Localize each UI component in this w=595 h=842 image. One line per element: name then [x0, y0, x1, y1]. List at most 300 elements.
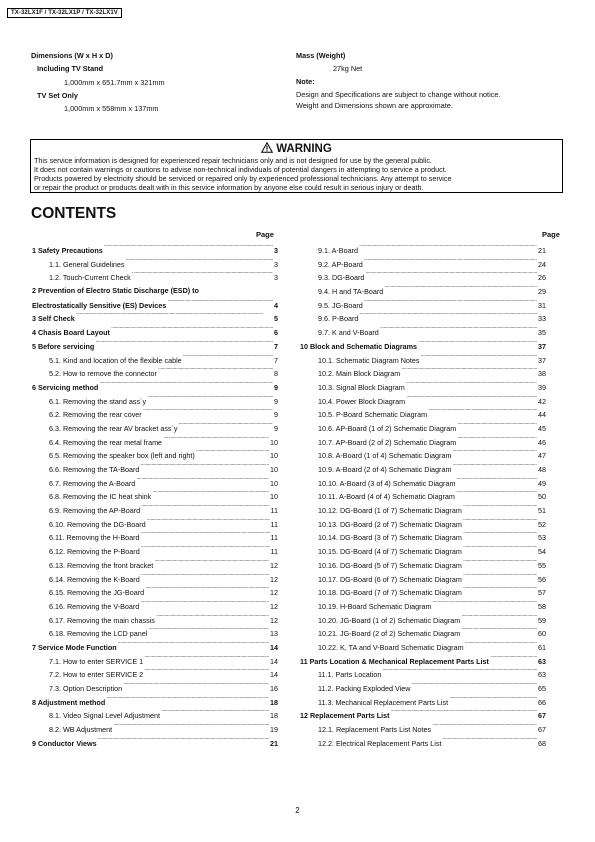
toc-entry-page: 18 — [270, 697, 278, 707]
toc-entry-title: 9 Conductor Views — [32, 738, 97, 748]
warning-triangle-icon — [261, 142, 273, 153]
toc-entry-page: 11 — [270, 533, 278, 543]
toc-dot-leader — [457, 423, 537, 431]
toc-entry[interactable] — [300, 382, 546, 396]
toc-entry-title: 12.2. Electrical Replacement Parts List — [318, 738, 442, 748]
toc-entry-title: 4 Chasis Board Layout — [32, 328, 110, 338]
toc-entry-page: 3 — [274, 246, 278, 255]
toc-entry-page: 11 — [270, 519, 278, 529]
toc-dot-leader — [99, 382, 273, 390]
toc-entry-page: 9 — [274, 410, 278, 420]
toc-dot-leader — [359, 313, 537, 321]
toc-entry-page: 9 — [274, 423, 278, 433]
toc-dot-leader — [365, 272, 537, 280]
toc-entry[interactable] — [300, 710, 546, 724]
toc-entry[interactable] — [32, 437, 278, 451]
toc-dot-leader — [449, 697, 537, 705]
toc-entry-title: 6.14. Removing the K-Board — [49, 574, 140, 584]
toc-entry[interactable] — [300, 601, 546, 615]
toc-entry-page: 16 — [270, 684, 278, 693]
toc-entry-page: 21 — [270, 738, 278, 748]
toc-entry[interactable] — [32, 313, 278, 327]
toc-entry[interactable] — [300, 286, 546, 300]
toc-dot-leader — [106, 697, 269, 705]
toc-dot-leader — [463, 587, 537, 595]
toc-entry-title: 10.15. DG-Board (4 of 7) Schematic Diagram — [318, 547, 462, 557]
toc-entry-title: Electrostatically Sensitive (ES) Devices — [32, 300, 167, 310]
toc-entry-page: 46 — [538, 437, 546, 447]
toc-entry-page: 11 — [270, 547, 278, 557]
toc-dot-leader — [141, 574, 269, 582]
toc-entry-page: 59 — [538, 615, 546, 625]
page-column-label-left: Page — [256, 230, 274, 239]
toc-dot-leader — [145, 587, 269, 595]
toc-entry-title: 6.2. Removing the rear cover — [49, 410, 142, 420]
toc-entry[interactable] — [300, 656, 546, 670]
toc-entry-page: 60 — [538, 629, 546, 639]
toc-dot-leader — [411, 683, 537, 691]
toc-entry[interactable] — [32, 491, 278, 505]
toc-dot-leader — [144, 656, 269, 664]
toc-dot-leader — [179, 423, 274, 431]
toc-entry[interactable] — [300, 313, 546, 327]
toc-dot-leader — [154, 560, 269, 568]
toc-entry[interactable] — [32, 382, 278, 396]
warning-line-2: It does not contain warnings or cautions to advise non-technical individuals of potential dangers in attempting to service a product. — [34, 165, 447, 174]
page-number: 2 — [295, 806, 300, 815]
toc-entry-page: 7 — [274, 341, 278, 351]
toc-entry-title: 6.7. Removing the A-Board — [49, 478, 136, 488]
toc-entry-title: 7.3. Option Description — [49, 684, 123, 693]
toc-dot-leader — [457, 437, 537, 445]
toc-entry[interactable] — [32, 587, 278, 601]
including-stand-value: 1,000mm x 651.7mm x 321mm — [64, 78, 165, 87]
toc-entry-title: 6.15. Removing the JG-Board — [49, 588, 145, 598]
toc-entry[interactable] — [32, 642, 278, 656]
toc-entry[interactable] — [300, 587, 546, 601]
toc-entry-page: 54 — [538, 547, 546, 557]
toc-dot-leader — [143, 409, 273, 417]
toc-entry-title: 11.1. Parts Location — [318, 670, 382, 680]
toc-entry-title: 9.4. H and TA-Board — [318, 287, 384, 297]
toc-entry-page: 8 — [274, 369, 278, 379]
toc-entry[interactable] — [300, 272, 546, 286]
toc-entry-page: 49 — [538, 478, 546, 488]
toc-entry[interactable] — [300, 259, 546, 273]
toc-entry[interactable] — [32, 505, 278, 519]
toc-dot-leader — [463, 532, 537, 540]
toc-dot-leader — [152, 491, 269, 499]
toc-dot-leader — [382, 669, 537, 677]
toc-entry-page: 9 — [274, 396, 278, 406]
toc-entry-page: 3 — [274, 273, 278, 283]
toc-entry-page: 45 — [538, 423, 546, 433]
toc-entry[interactable] — [32, 423, 278, 437]
toc-entry[interactable] — [300, 642, 546, 656]
toc-entry-page: 19 — [270, 725, 278, 735]
toc-entry-title: 5.2. How to remove the connector — [49, 369, 157, 379]
toc-entry[interactable] — [32, 341, 278, 355]
toc-entry-title: 6.4. Removing the rear metal frame — [49, 437, 163, 447]
toc-entry-page: 55 — [538, 560, 546, 570]
toc-dot-leader — [126, 259, 273, 267]
toc-entry-page: 66 — [538, 697, 546, 707]
toc-entry-title: 10.19. H-Board Schematic Diagram — [318, 601, 432, 611]
toc-entry-page: 67 — [538, 725, 546, 735]
toc-left-column — [32, 245, 278, 751]
toc-entry-page: 18 — [270, 711, 278, 721]
mass-value: 27kg Net — [333, 64, 363, 73]
toc-entry-title: 10.18. DG-Board (7 of 7) Schematic Diagram — [318, 588, 462, 598]
toc-entry-title: 10.5. P-Board Schematic Diagram — [318, 410, 428, 420]
warning-line-1: This service information is designed for experienced repair technicians only and is not designed for use by the general public. — [34, 156, 432, 165]
toc-dot-leader — [384, 286, 537, 294]
toc-entry[interactable] — [32, 560, 278, 574]
toc-entry[interactable] — [32, 574, 278, 588]
toc-entry-title: 10.2. Main Block Diagram — [318, 369, 401, 379]
toc-entry[interactable] — [32, 409, 278, 423]
toc-entry[interactable] — [300, 341, 546, 355]
toc-entry-title: 10.12. DG-Board (1 of 7) Schematic Diagram — [318, 506, 462, 516]
toc-entry-page: 14 — [270, 656, 278, 666]
toc-entry-page: 67 — [538, 711, 546, 721]
toc-entry-page: 12 — [270, 574, 278, 584]
toc-entry-page: 12 — [270, 560, 278, 570]
toc-entry-title: 12.1. Replacement Parts List Notes — [318, 725, 432, 735]
toc-entry-title: 10.13. DG-Board (2 of 7) Schematic Diagram — [318, 519, 462, 529]
toc-dot-leader — [158, 368, 273, 376]
toc-entry-title: 10.22. K, TA and V-Board Schematic Diagram — [318, 642, 464, 652]
toc-right-column — [300, 245, 546, 751]
toc-entry-page: 10 — [270, 492, 278, 502]
toc-dot-leader — [104, 245, 273, 253]
toc-entry-page: 29 — [538, 287, 546, 297]
toc-dot-leader — [452, 450, 537, 458]
toc-entry[interactable] — [32, 286, 278, 300]
toc-entry[interactable] — [32, 546, 278, 560]
toc-dot-leader — [148, 628, 269, 636]
toc-entry[interactable] — [300, 245, 546, 259]
toc-dot-leader — [432, 601, 537, 609]
toc-entry-title: 6.8. Removing the IC heat shink — [49, 492, 152, 502]
toc-dot-leader — [147, 519, 270, 527]
toc-dot-leader — [428, 409, 537, 417]
toc-entry[interactable] — [32, 300, 278, 314]
toc-entry[interactable] — [300, 683, 546, 697]
mass-label: Mass (Weight) — [296, 51, 346, 60]
toc-dot-leader — [364, 259, 537, 267]
toc-dot-leader — [364, 300, 537, 308]
toc-entry[interactable] — [300, 519, 546, 533]
toc-dot-leader — [452, 464, 537, 472]
toc-entry-title: 8.2. WB Adjustment — [49, 725, 113, 735]
toc-entry[interactable] — [32, 259, 278, 273]
toc-entry[interactable] — [32, 245, 278, 259]
toc-entry[interactable] — [32, 738, 278, 752]
toc-entry-page: 56 — [538, 574, 546, 584]
page-column-label-right: Page — [542, 230, 560, 239]
toc-dot-leader — [420, 355, 537, 363]
toc-entry-page: 31 — [538, 300, 546, 310]
toc-entry-title: 1.2. Touch-Current Check — [49, 273, 131, 283]
toc-entry[interactable] — [32, 724, 278, 738]
toc-entry[interactable] — [300, 491, 546, 505]
toc-entry-title: 12 Replacement Parts List — [300, 711, 390, 721]
toc-entry-page: 51 — [538, 506, 546, 516]
toc-entry-page: 21 — [538, 246, 546, 255]
toc-entry-title: 5.1. Kind and location of the flexible cable — [49, 355, 182, 365]
toc-dot-leader — [163, 437, 269, 445]
toc-dot-leader — [144, 669, 269, 677]
toc-entry[interactable] — [300, 355, 546, 369]
note-line-1: Design and Specifications are subject to change without notice. — [296, 90, 501, 99]
contents-heading: CONTENTS — [31, 205, 117, 222]
toc-entry-page: 68 — [538, 738, 546, 748]
toc-entry-title: 6.11. Removing the H-Board — [49, 533, 140, 543]
toc-dot-leader — [147, 396, 273, 404]
toc-entry[interactable] — [300, 437, 546, 451]
toc-dot-leader — [461, 615, 537, 623]
toc-dot-leader — [140, 601, 269, 609]
toc-dot-leader — [123, 683, 269, 691]
toc-entry[interactable] — [32, 710, 278, 724]
toc-entry[interactable] — [300, 697, 546, 711]
toc-entry[interactable] — [32, 450, 278, 464]
toc-entry-title: 7.2. How to enter SERVICE 2 — [49, 670, 144, 680]
toc-entry[interactable] — [300, 478, 546, 492]
toc-entry[interactable] — [32, 615, 278, 629]
toc-dot-leader — [463, 546, 537, 554]
toc-entry-page: 38 — [538, 369, 546, 379]
toc-entry-title: 8 Adjustment method — [32, 697, 106, 707]
toc-entry-title: 6.3. Removing the rear AV bracket ass´y — [49, 423, 178, 433]
toc-entry-title: 10.4. Power Block Diagram — [318, 396, 406, 406]
toc-entry-title: 9.7. K and V-Board — [318, 328, 379, 338]
toc-dot-leader — [113, 724, 269, 732]
toc-entry-page: 10 — [270, 478, 278, 488]
tv-set-only-value: 1,000mm x 558mm x 137mm — [64, 104, 159, 113]
toc-dot-leader — [418, 341, 537, 349]
toc-entry-title: 6.5. Removing the speaker box (left and right) — [49, 451, 195, 461]
toc-entry[interactable] — [300, 669, 546, 683]
toc-entry[interactable] — [300, 300, 546, 314]
toc-dot-leader — [132, 272, 273, 280]
toc-dot-leader — [167, 300, 273, 308]
toc-entry-page: 12 — [270, 601, 278, 611]
toc-entry-title: 10.7. AP-Board (2 of 2) Schematic Diagram — [318, 437, 457, 447]
toc-entry-title: 6.6. Removing the TA-Board — [49, 465, 140, 474]
toc-entry[interactable] — [300, 368, 546, 382]
toc-entry-page: 11 — [270, 506, 278, 516]
toc-entry[interactable] — [300, 574, 546, 588]
toc-dot-leader — [136, 478, 269, 486]
toc-entry-page: 10 — [270, 465, 278, 474]
dimensions-label: Dimensions (W x H x D) — [31, 51, 113, 60]
toc-entry[interactable] — [300, 628, 546, 642]
toc-entry-page: 57 — [538, 588, 546, 598]
warning-title — [31, 142, 562, 155]
toc-entry[interactable] — [300, 327, 546, 341]
note-label: Note: — [296, 77, 315, 86]
toc-entry-title: 10.11. A-Board (4 of 4) Schematic Diagram — [318, 492, 455, 502]
toc-entry-title: 8.1. Video Signal Level Adjustment — [49, 711, 160, 721]
toc-dot-leader — [456, 491, 537, 499]
toc-entry[interactable] — [300, 396, 546, 410]
toc-dot-leader — [463, 560, 537, 568]
toc-entry-title: 10.16. DG-Board (5 of 7) Schematic Diagram — [318, 560, 462, 570]
toc-entry-title: 3 Self Check — [32, 314, 75, 324]
toc-entry-title: 6.13. Removing the front bracket — [49, 560, 154, 570]
toc-entry-title: 10.3. Signal Block Diagram — [318, 382, 405, 392]
warning-box — [30, 139, 563, 193]
toc-dot-leader — [141, 532, 270, 540]
toc-dot-leader — [390, 710, 537, 718]
toc-dot-leader — [141, 505, 269, 513]
toc-entry[interactable] — [300, 546, 546, 560]
toc-entry[interactable] — [300, 409, 546, 423]
toc-dot-leader — [76, 313, 273, 321]
warning-line-4: or repair the product or products dealt with in this service information by anyone else could result in serious injury or death. — [34, 183, 424, 192]
toc-entry[interactable] — [32, 368, 278, 382]
warning-line-3: Products powered by electricity should be serviced or repaired only by experienced professional technicians. Any attempt to service — [34, 174, 452, 183]
toc-entry[interactable] — [32, 355, 278, 369]
toc-entry-title: 9.1. A-Board — [318, 246, 358, 255]
tv-set-only-label: TV Set Only — [37, 91, 78, 100]
toc-entry[interactable] — [32, 656, 278, 670]
toc-entry-title: 6.1. Removing the stand ass´y — [49, 396, 147, 406]
toc-entry-title: 9.2. AP-Board — [318, 259, 363, 269]
toc-entry-page: 14 — [270, 642, 278, 652]
toc-entry[interactable] — [300, 724, 546, 738]
toc-entry-title: 10.6. AP-Board (1 of 2) Schematic Diagram — [318, 423, 457, 433]
including-stand-label: Including TV Stand — [37, 64, 104, 73]
toc-entry-title: 6.9. Removing the AP-Board — [49, 506, 141, 516]
toc-dot-leader — [111, 327, 273, 335]
toc-dot-leader — [140, 464, 269, 472]
toc-entry-page: 10 — [270, 451, 278, 461]
toc-entry-page: 52 — [538, 519, 546, 529]
toc-dot-leader — [156, 615, 269, 623]
toc-dot-leader — [401, 368, 537, 376]
toc-dot-leader — [380, 327, 537, 335]
toc-entry-page: 58 — [538, 601, 546, 611]
toc-entry-page: 26 — [538, 273, 546, 283]
toc-dot-leader — [465, 642, 537, 650]
toc-dot-leader — [98, 738, 269, 746]
toc-entry[interactable] — [32, 532, 278, 546]
toc-entry-title: 6.17. Removing the main chassis — [49, 615, 155, 625]
toc-entry-title: 11 Parts Location & Mechanical Replacement Parts List — [300, 656, 489, 666]
toc-entry-title: 10.21. JG-Board (2 of 2) Schematic Diagram — [318, 629, 461, 639]
toc-entry[interactable] — [300, 423, 546, 437]
toc-entry-title: 6.16. Removing the V-Board — [49, 601, 140, 611]
toc-entry-title: 10.10. A-Board (3 of 4) Schematic Diagram — [318, 478, 456, 488]
toc-entry-title: 9.3. DG-Board — [318, 273, 365, 283]
toc-entry-page: 24 — [538, 259, 546, 269]
toc-entry[interactable] — [300, 450, 546, 464]
toc-entry-page: 44 — [538, 410, 546, 420]
toc-entry[interactable] — [32, 519, 278, 533]
toc-entry-title: 6.18. Removing the LCD panel — [49, 629, 148, 639]
toc-entry[interactable] — [32, 464, 278, 478]
toc-dot-leader — [442, 738, 537, 746]
toc-entry-page: 12 — [270, 588, 278, 598]
toc-entry[interactable] — [32, 601, 278, 615]
toc-dot-leader — [406, 396, 537, 404]
toc-entry-page: 47 — [538, 451, 546, 461]
toc-entry[interactable] — [300, 560, 546, 574]
toc-entry-title: 11.2. Packing Exploded View — [318, 684, 411, 693]
toc-entry[interactable] — [300, 738, 546, 752]
toc-entry-page: 4 — [274, 300, 278, 310]
toc-entry-title: 9.6. P-Board — [318, 314, 359, 324]
toc-entry[interactable] — [300, 464, 546, 478]
toc-dot-leader — [183, 355, 273, 363]
toc-entry-page: 5 — [274, 314, 278, 324]
model-number-tag: TX-32LX1F / TX-32LX1P / TX-32LX1V — [7, 8, 122, 18]
toc-entry[interactable] — [32, 396, 278, 410]
toc-dot-leader — [95, 341, 273, 349]
toc-dot-leader — [161, 710, 269, 718]
toc-dot-leader — [461, 628, 537, 636]
toc-entry-page: 10 — [270, 437, 278, 447]
toc-entry[interactable] — [32, 628, 278, 642]
toc-entry[interactable] — [32, 272, 278, 286]
toc-entry-page: 9 — [274, 382, 278, 392]
toc-entry-title: 9.5. JG-Board — [318, 300, 363, 310]
toc-entry-title: 5 Before servicing — [32, 341, 95, 351]
toc-entry[interactable] — [300, 615, 546, 629]
toc-entry-page: 6 — [274, 328, 278, 338]
toc-entry[interactable] — [300, 505, 546, 519]
toc-entry-title: 1 Safety Precautions — [32, 246, 103, 255]
toc-entry-title: 10.1. Schematic Diagram Notes — [318, 355, 420, 365]
toc-entry-title: 6.12. Removing the P-Board — [49, 547, 140, 557]
toc-entry-page: 35 — [538, 328, 546, 338]
toc-entry-title: 10.20. JG-Board (1 of 2) Schematic Diagram — [318, 615, 461, 625]
toc-dot-leader — [196, 450, 269, 458]
toc-entry-title: 2 Prevention of Electro Static Discharge (ESD) to — [32, 286, 199, 296]
toc-entry-page: 63 — [538, 670, 546, 680]
toc-entry-title: 10.9. A-Board (2 of 4) Schematic Diagram — [318, 465, 452, 474]
toc-dot-leader — [490, 656, 537, 664]
toc-entry-title: 10.17. DG-Board (6 of 7) Schematic Diagram — [318, 574, 462, 584]
toc-entry-title: 11.3. Mechanical Replacement Parts List — [318, 697, 449, 707]
toc-entry[interactable] — [32, 683, 278, 697]
toc-dot-leader — [463, 574, 537, 582]
toc-dot-leader — [463, 505, 537, 513]
toc-entry[interactable] — [300, 532, 546, 546]
toc-entry-page: 48 — [538, 465, 546, 474]
toc-entry[interactable] — [32, 697, 278, 711]
toc-entry-page: 33 — [538, 314, 546, 324]
toc-entry[interactable] — [32, 478, 278, 492]
toc-entry-title: 10.8. A-Board (1 of 4) Schematic Diagram — [318, 451, 452, 461]
toc-entry-page: 37 — [538, 355, 546, 365]
toc-entry-page: 53 — [538, 533, 546, 543]
toc-entry-page: 13 — [270, 629, 278, 639]
toc-dot-leader — [359, 245, 537, 253]
toc-entry[interactable] — [32, 669, 278, 683]
toc-entry-page: 61 — [538, 642, 546, 652]
toc-entry-page: 3 — [274, 259, 278, 269]
toc-entry[interactable] — [32, 327, 278, 341]
toc-entry-page: 50 — [538, 492, 546, 502]
toc-dot-leader — [141, 546, 270, 554]
toc-entry-page: 63 — [538, 656, 546, 666]
toc-entry-page: 65 — [538, 684, 546, 693]
toc-dot-leader — [432, 724, 537, 732]
